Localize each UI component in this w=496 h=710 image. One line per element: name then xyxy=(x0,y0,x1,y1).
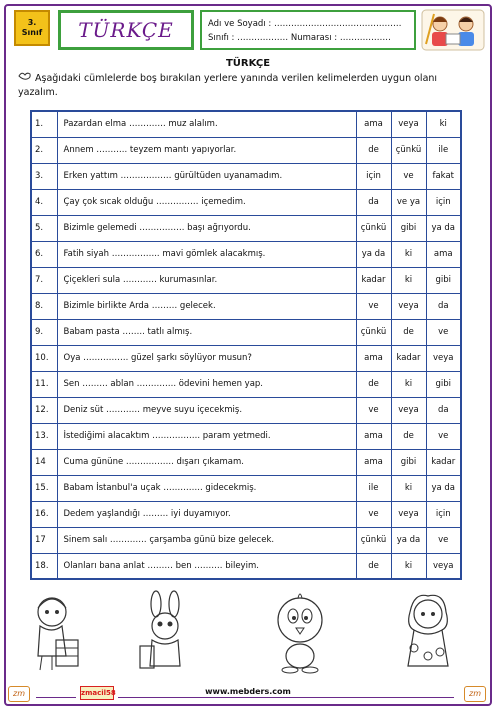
answer-option[interactable]: ya da xyxy=(356,241,391,267)
answer-option[interactable]: için xyxy=(426,501,461,527)
answer-option[interactable]: ki xyxy=(426,111,461,137)
answer-option[interactable]: de xyxy=(356,371,391,397)
hand-icon xyxy=(18,70,32,81)
answer-option[interactable]: gibi xyxy=(391,215,426,241)
answer-option[interactable]: de xyxy=(356,137,391,163)
answer-option[interactable]: kadar xyxy=(391,345,426,371)
answer-option[interactable]: da xyxy=(426,397,461,423)
instruction-line-2: yazalım. xyxy=(18,87,58,98)
question-row xyxy=(31,345,461,371)
answer-option[interactable]: ve xyxy=(356,293,391,319)
author-tag: zmacil58 xyxy=(80,686,114,700)
answer-option[interactable]: ve ya xyxy=(391,189,426,215)
footer-logo-right: zm xyxy=(464,686,486,702)
answer-option[interactable]: veya xyxy=(391,501,426,527)
answer-option[interactable]: ama xyxy=(356,449,391,475)
question-row xyxy=(31,397,461,423)
answer-option[interactable]: ve xyxy=(356,501,391,527)
answer-option[interactable]: ya da xyxy=(426,215,461,241)
question-sentence: Pazardan elma …………. muz alalım. xyxy=(57,111,356,137)
answer-option[interactable]: çünkü xyxy=(391,137,426,163)
question-sentence: Oya ……………. güzel şarkı söylüyor musun? xyxy=(57,345,356,371)
question-sentence: Babam pasta …….. tatlı almış. xyxy=(57,319,356,345)
question-number: 10. xyxy=(31,345,57,371)
question-row xyxy=(31,527,461,553)
baby-bunny-illustration xyxy=(134,590,196,674)
girl-with-flowers-illustration xyxy=(394,590,462,674)
question-row xyxy=(31,293,461,319)
instruction-line-1: Aşağıdaki cümlelerde boş bırakılan yerlere yanında verilen kelimelerden uygun olanı xyxy=(35,73,438,84)
class-number-field-label: Sınıfı : ……………… Numarası : ……………… xyxy=(208,33,391,43)
answer-option[interactable]: veya xyxy=(391,397,426,423)
question-row xyxy=(31,423,461,449)
question-number: 8. xyxy=(31,293,57,319)
question-sentence: Annem ……….. teyzem mantı yapıyorlar. xyxy=(57,137,356,163)
answer-option[interactable]: kadar xyxy=(356,267,391,293)
question-sentence: Cuma gününe …………….. dışarı çıkamam. xyxy=(57,449,356,475)
answer-option[interactable]: de xyxy=(391,423,426,449)
answer-option[interactable]: ki xyxy=(391,475,426,501)
question-sentence: İstediğimi alacaktım …………….. param yetmedi. xyxy=(57,423,356,449)
question-number: 4. xyxy=(31,189,57,215)
question-row xyxy=(31,241,461,267)
answer-option[interactable]: ile xyxy=(356,475,391,501)
question-row xyxy=(31,267,461,293)
answer-option[interactable]: ve xyxy=(391,163,426,189)
answer-option[interactable]: ve xyxy=(426,423,461,449)
answer-option[interactable]: ama xyxy=(356,111,391,137)
question-sentence: Deniz süt ………… meyve suyu içecekmiş. xyxy=(57,397,356,423)
answer-option[interactable]: de xyxy=(356,553,391,579)
question-number: 11. xyxy=(31,371,57,397)
answer-option[interactable]: çünkü xyxy=(356,319,391,345)
question-row xyxy=(31,111,461,137)
question-number: 7. xyxy=(31,267,57,293)
question-number: 5. xyxy=(31,215,57,241)
grade-number: 3. xyxy=(27,18,37,27)
question-number: 9. xyxy=(31,319,57,345)
question-sentence: Babam İstanbul'a uçak ………….. gidecekmiş. xyxy=(57,475,356,501)
answer-option[interactable]: için xyxy=(426,189,461,215)
subject-title: TÜRKÇE xyxy=(78,18,174,42)
question-number: 13. xyxy=(31,423,57,449)
answer-option[interactable]: fakat xyxy=(426,163,461,189)
question-row xyxy=(31,319,461,345)
answer-option[interactable]: veya xyxy=(426,345,461,371)
question-number: 18. xyxy=(31,553,57,579)
question-sentence: Sen ……… ablan ………….. ödevini hemen yap. xyxy=(57,371,356,397)
question-row xyxy=(31,475,461,501)
grade-badge xyxy=(14,10,50,46)
answer-option[interactable]: ya da xyxy=(391,527,426,553)
answer-option[interactable]: da xyxy=(426,293,461,319)
answer-option[interactable]: gibi xyxy=(391,449,426,475)
footer-rule-left xyxy=(36,697,76,698)
question-sentence: Fatih siyah …………….. mavi gömlek alacakmış. xyxy=(57,241,356,267)
answer-option[interactable]: gibi xyxy=(426,371,461,397)
answer-option[interactable]: ya da xyxy=(426,475,461,501)
answer-option[interactable]: gibi xyxy=(426,267,461,293)
subject-title-box xyxy=(58,10,194,50)
grade-label: Sınıf xyxy=(21,28,43,37)
answer-option[interactable]: ama xyxy=(356,423,391,449)
answer-option[interactable]: ama xyxy=(356,345,391,371)
answer-option[interactable]: ki xyxy=(391,553,426,579)
answer-option[interactable]: ki xyxy=(391,371,426,397)
question-number: 14 xyxy=(31,449,57,475)
question-number: 6. xyxy=(31,241,57,267)
section-title: TÜRKÇE xyxy=(225,58,271,69)
answer-option[interactable]: veya xyxy=(391,111,426,137)
question-row xyxy=(31,501,461,527)
answer-option[interactable]: veya xyxy=(426,553,461,579)
answer-option[interactable]: ile xyxy=(426,137,461,163)
question-number: 15. xyxy=(31,475,57,501)
question-number: 16. xyxy=(31,501,57,527)
answer-option[interactable]: ve xyxy=(426,319,461,345)
question-sentence: Dedem yaşlandığı ……… iyi duyamıyor. xyxy=(57,501,356,527)
answer-option[interactable]: ama xyxy=(426,241,461,267)
kids-reading-illustration xyxy=(420,8,486,52)
answer-option[interactable]: kadar xyxy=(426,449,461,475)
question-row xyxy=(31,215,461,241)
question-row xyxy=(31,553,461,579)
question-sentence: Bizimle birlikte Arda ……… gelecek. xyxy=(57,293,356,319)
footer-rule-right xyxy=(118,697,454,698)
instruction-text xyxy=(18,70,478,100)
answer-option[interactable]: ki xyxy=(391,241,426,267)
question-number: 1. xyxy=(31,111,57,137)
answer-option[interactable]: ki xyxy=(391,267,426,293)
footer-logo-left: zm xyxy=(8,686,30,702)
name-field-label: Adı ve Soyadı : ……………………………………… xyxy=(208,19,402,29)
question-row xyxy=(31,137,461,163)
answer-option[interactable]: de xyxy=(391,319,426,345)
question-row xyxy=(31,371,461,397)
question-sentence: Çiçekleri sula ………… kurumasınlar. xyxy=(57,267,356,293)
questions-table xyxy=(30,110,462,580)
answer-option[interactable]: ve xyxy=(356,397,391,423)
student-info-box xyxy=(200,10,416,50)
answer-option[interactable]: ve xyxy=(426,527,461,553)
answer-option[interactable]: için xyxy=(356,163,391,189)
answer-option[interactable]: çünkü xyxy=(356,527,391,553)
question-number: 2. xyxy=(31,137,57,163)
question-row xyxy=(31,449,461,475)
question-sentence: Olanları bana anlat ……… ben ………. bileyim. xyxy=(57,553,356,579)
bird-character-illustration xyxy=(268,590,330,674)
answer-option[interactable]: da xyxy=(356,189,391,215)
question-row xyxy=(31,163,461,189)
question-sentence: Erken yattım ……………… gürültüden uyanamadım. xyxy=(57,163,356,189)
child-with-basket-illustration xyxy=(22,590,86,674)
question-sentence: Çay çok sıcak olduğu …………… içemedim. xyxy=(57,189,356,215)
question-sentence: Bizimle gelemedi ……………. başı ağrıyordu. xyxy=(57,215,356,241)
website-link[interactable]: www.mebders.com xyxy=(205,687,291,696)
question-row xyxy=(31,189,461,215)
question-number: 17 xyxy=(31,527,57,553)
answer-option[interactable]: veya xyxy=(391,293,426,319)
question-number: 12. xyxy=(31,397,57,423)
answer-option[interactable]: çünkü xyxy=(356,215,391,241)
question-sentence: Sinem salı …………. çarşamba günü bize gelecek. xyxy=(57,527,356,553)
question-number: 3. xyxy=(31,163,57,189)
